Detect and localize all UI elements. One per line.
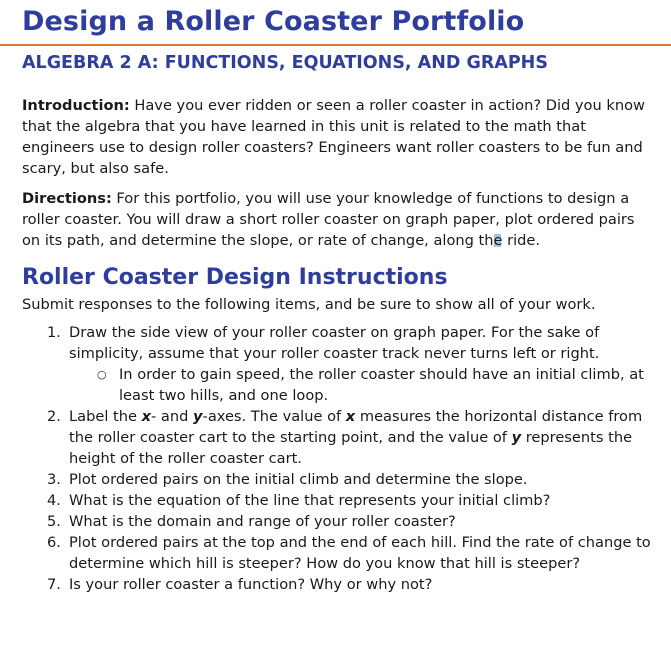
item-text: What is the domain and range of your roller coaster? [69, 513, 456, 530]
y-variable: y [511, 429, 522, 446]
list-item [22, 511, 662, 532]
instructions-list [22, 322, 662, 595]
item-text: Is your roller coaster a function? Why or why not? [69, 576, 433, 593]
sub-list-item [22, 364, 662, 406]
item-text: Plot ordered pairs at the top and the end of each hill. Find the rate of change to determine which hill is steeper? How do you know that hill is steeper? [69, 534, 651, 572]
item-text: measures the horizontal distance from the roller coaster cart to the starting point, and the value of [69, 408, 643, 446]
sub-item-text: In order to gain speed, the roller coaster should have an initial climb, at least two hills, and one loop. [119, 366, 644, 404]
item-text: represents the height of the roller coaster cart. [69, 429, 633, 467]
x-variable: x [345, 408, 356, 425]
list-item [22, 322, 662, 364]
hollow-bullet-icon: ○ [97, 368, 107, 381]
section-heading: Roller Coaster Design Instructions [22, 265, 448, 290]
submit-instructions: Submit responses to the following items, and be sure to show all of your work. [22, 296, 596, 313]
item-number: 2. [47, 408, 61, 425]
item-number: 5. [47, 513, 61, 530]
item-number: 3. [47, 471, 61, 488]
title-underline [0, 44, 671, 46]
directions-paragraph [22, 188, 652, 251]
introduction-text: Have you ever ridden or seen a roller coaster in action? Did you know that the algebra that you have learned in this unit is related to the math that engineers use to design roller coasters? Engineers want roller coasters to be fun and scary, but also safe. [22, 97, 645, 177]
introduction-paragraph [22, 95, 652, 179]
item-text: Plot ordered pairs on the initial climb and determine the slope. [69, 471, 528, 488]
list-item [22, 490, 662, 511]
list-item [22, 532, 662, 574]
item-number: 1. [47, 324, 61, 341]
directions-text-end: e ride. [493, 232, 541, 249]
item-number: 7. [47, 576, 61, 593]
item-text: Draw the side view of your roller coaster on graph paper. For the sake of simplicity, assume that your roller coaster track never turns left or right. [69, 324, 600, 362]
document-title: Design a Roller Coaster Portfolio [22, 6, 525, 37]
directions-label: Directions: [22, 190, 112, 207]
item-number: 4. [47, 492, 61, 509]
y-variable: y [193, 408, 203, 425]
list-item [22, 574, 662, 595]
item-text: Label the [69, 408, 142, 425]
list-item [22, 469, 662, 490]
directions-text: For this portfolio, you will use your knowledge of functions to design a roller coaster. You will draw a short roller coaster on graph paper, plot ordered pairs on its path, and determine the slope, or rate of change, along th [22, 190, 635, 249]
item-text: What is the equation of the line that represents your initial climb? [69, 492, 551, 509]
item-text: - and [151, 408, 194, 425]
document-subtitle: ALGEBRA 2 A: FUNCTIONS, EQUATIONS, AND GRAPHS [22, 53, 548, 73]
item-text: -axes. The value of [202, 408, 346, 425]
x-variable: x [141, 408, 152, 425]
introduction-label: Introduction: [22, 97, 130, 114]
item-number: 6. [47, 534, 61, 551]
list-item [22, 406, 662, 469]
